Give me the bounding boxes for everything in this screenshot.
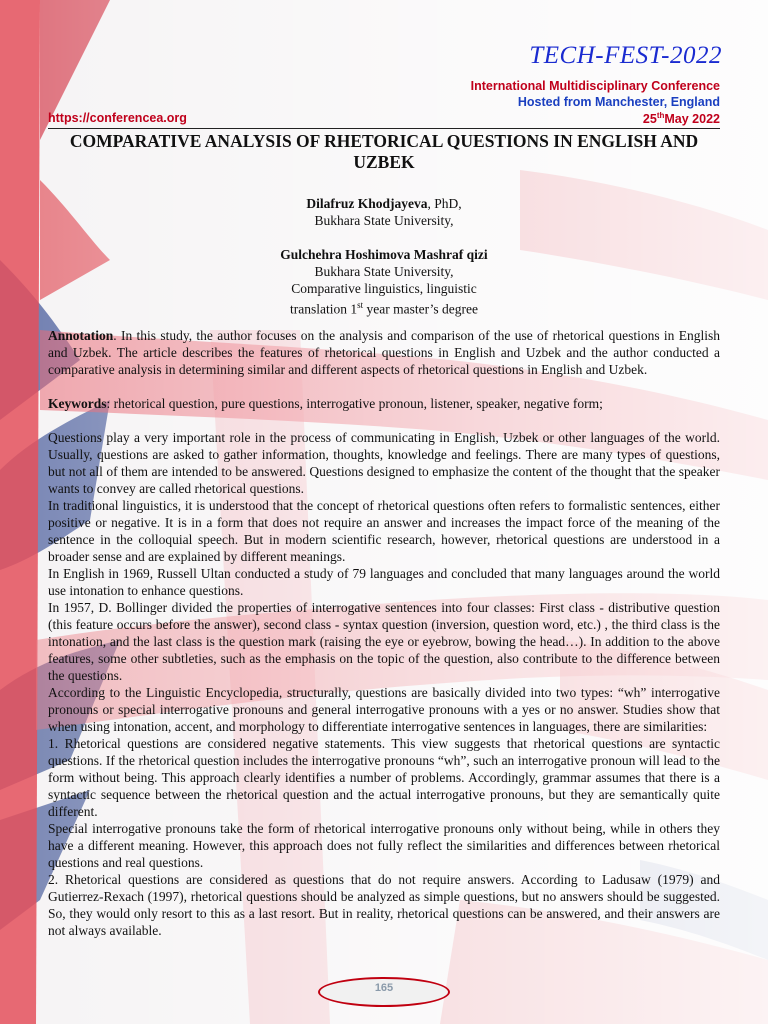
body-paragraph: In English in 1969, Russell Ultan conducted a study of 79 languages and concluded that many languages around the world use intonation to enhance questions. [48,566,720,598]
paper-body [48,327,720,939]
author2-degree-sup: st [357,300,364,310]
keywords-text: : rhetorical question, pure questions, interrogative pronoun, listener, speaker, negative form; [106,396,603,411]
body-paragraph: In 1957, D. Bollinger divided the properties of interrogative sentences into four classes: First class - distributive question (this feature occurs before the answer), second class - syntax question (inversion, question word, etc.) , the third class is the intonation, and the last class is the question mark (raising the eye or eyebrow, bowing the head…). In addition to the above features, some other subtleties, such as the emphasis on the topic of the question, also contribute to the difference between the questions. [48,600,720,683]
author1-line [48,195,720,212]
author1-name: Dilafruz Khodjayeva [306,196,428,211]
author2-degree-pre: translation 1 [290,301,358,317]
body-paragraph: Special interrogative pronouns take the form of rhetorical interrogative pronouns only without being, while in others they have a different meaning. However, this approach does not fully reflect the similarities and differences between rhetorical questions and real questions. [48,821,720,870]
author2-degree-post: year master’s degree [363,301,478,317]
keywords-label: Keywords [48,396,107,411]
conference-name: International Multidisciplinary Conference [470,79,720,93]
author2-name: Gulchehra Hoshimova Mashraf qizi [280,247,488,262]
date-rest: May 2022 [664,112,720,127]
annotation-paragraph [48,327,720,378]
annotation-text: . In this study, the author focuses on the analysis and comparison of the use of rhetorical questions in English and Uzbek. The article describes the features of rhetorical questions in English and Uzbek and the author conducted a comparative analysis in determining similar and different aspects of rhetorical questions in English and Uzbek. [48,328,720,377]
conference-info [471,78,720,110]
authors-block [48,195,720,318]
body-paragraph: 2. Rhetorical questions are considered as questions that do not require answers. According to Ladusaw (1979) and Gutierrez-Rexach (1997), rhetorical questions should be analyzed as simple questions, but no answers should be suggested. So, they would only resort to this as a last resort. But in reality, rhetorical questions can be answered, and their answers are not always available. [48,872,720,938]
author2-degree [48,297,720,318]
conference-location: Hosted from Manchester, England [517,95,720,109]
page-number: 165 [374,982,394,994]
author1-degree: , PhD, [427,196,462,211]
conference-date [643,111,720,126]
header-url-date-line [48,111,720,129]
date-suffix: th [656,111,665,120]
annotation-label: Annotation [48,328,114,343]
date-day: 25 [642,112,657,127]
author2-field: Comparative linguistics, linguistic [291,281,477,296]
conference-title: TECH-FEST-2022 [529,42,722,69]
page-number-badge [318,977,450,1007]
author2-affiliation: Bukhara State University, [314,264,454,279]
body-paragraph: According to the Linguistic Encyclopedia, structurally, questions are basically divided into two types: “wh” interrogative pronouns or special interrogative pronouns and general interrogative pronouns with a yes or no answer. Studies show that when using intonation, accent, and morphology to differentiate interrogative sentences in languages, there are similarities: [48,685,720,734]
body-paragraph: Questions play a very important role in the process of communicating in English, Uzbek or other languages of the world. Usually, questions are asked to gather information, thoughts, knowledge and feelings. There are many types of questions, but not all of them are intended to be answered. Questions designed to emphasize the content of the thought that the speaker wants to convey are called rhetorical questions. [48,430,720,496]
author1-affiliation: Bukhara State University, [314,213,454,228]
paper-title: COMPARATIVE ANALYSIS OF RHETORICAL QUESTIONS IN ENGLISH AND UZBEK [69,131,699,172]
body-paragraph: In traditional linguistics, it is understood that the concept of rhetorical questions often refers to formalistic sentences, either positive or negative. It is in a form that does not require an answer and increases the impact force of the meaning of the sentence in the colloquial speech. But in modern scientific research, however, rhetorical questions are understood in a broader sense and are explained by different meanings. [48,498,720,564]
conference-url-link[interactable]: https://conferencea.org [48,111,187,125]
keywords-paragraph [48,395,720,412]
body-paragraph: 1. Rhetorical questions are considered negative statements. This view suggests that rhetorical questions are syntactic questions. If the rhetorical question includes the interrogative pronouns “wh”, such an interrogative pronoun will lead to the form without being. This approach clearly identifies a number of problems. Accordingly, grammar assumes that there is a syntactic sequence between the rhetorical question and the actual interrogative pronouns, but they are semantically quite different. [48,736,720,819]
